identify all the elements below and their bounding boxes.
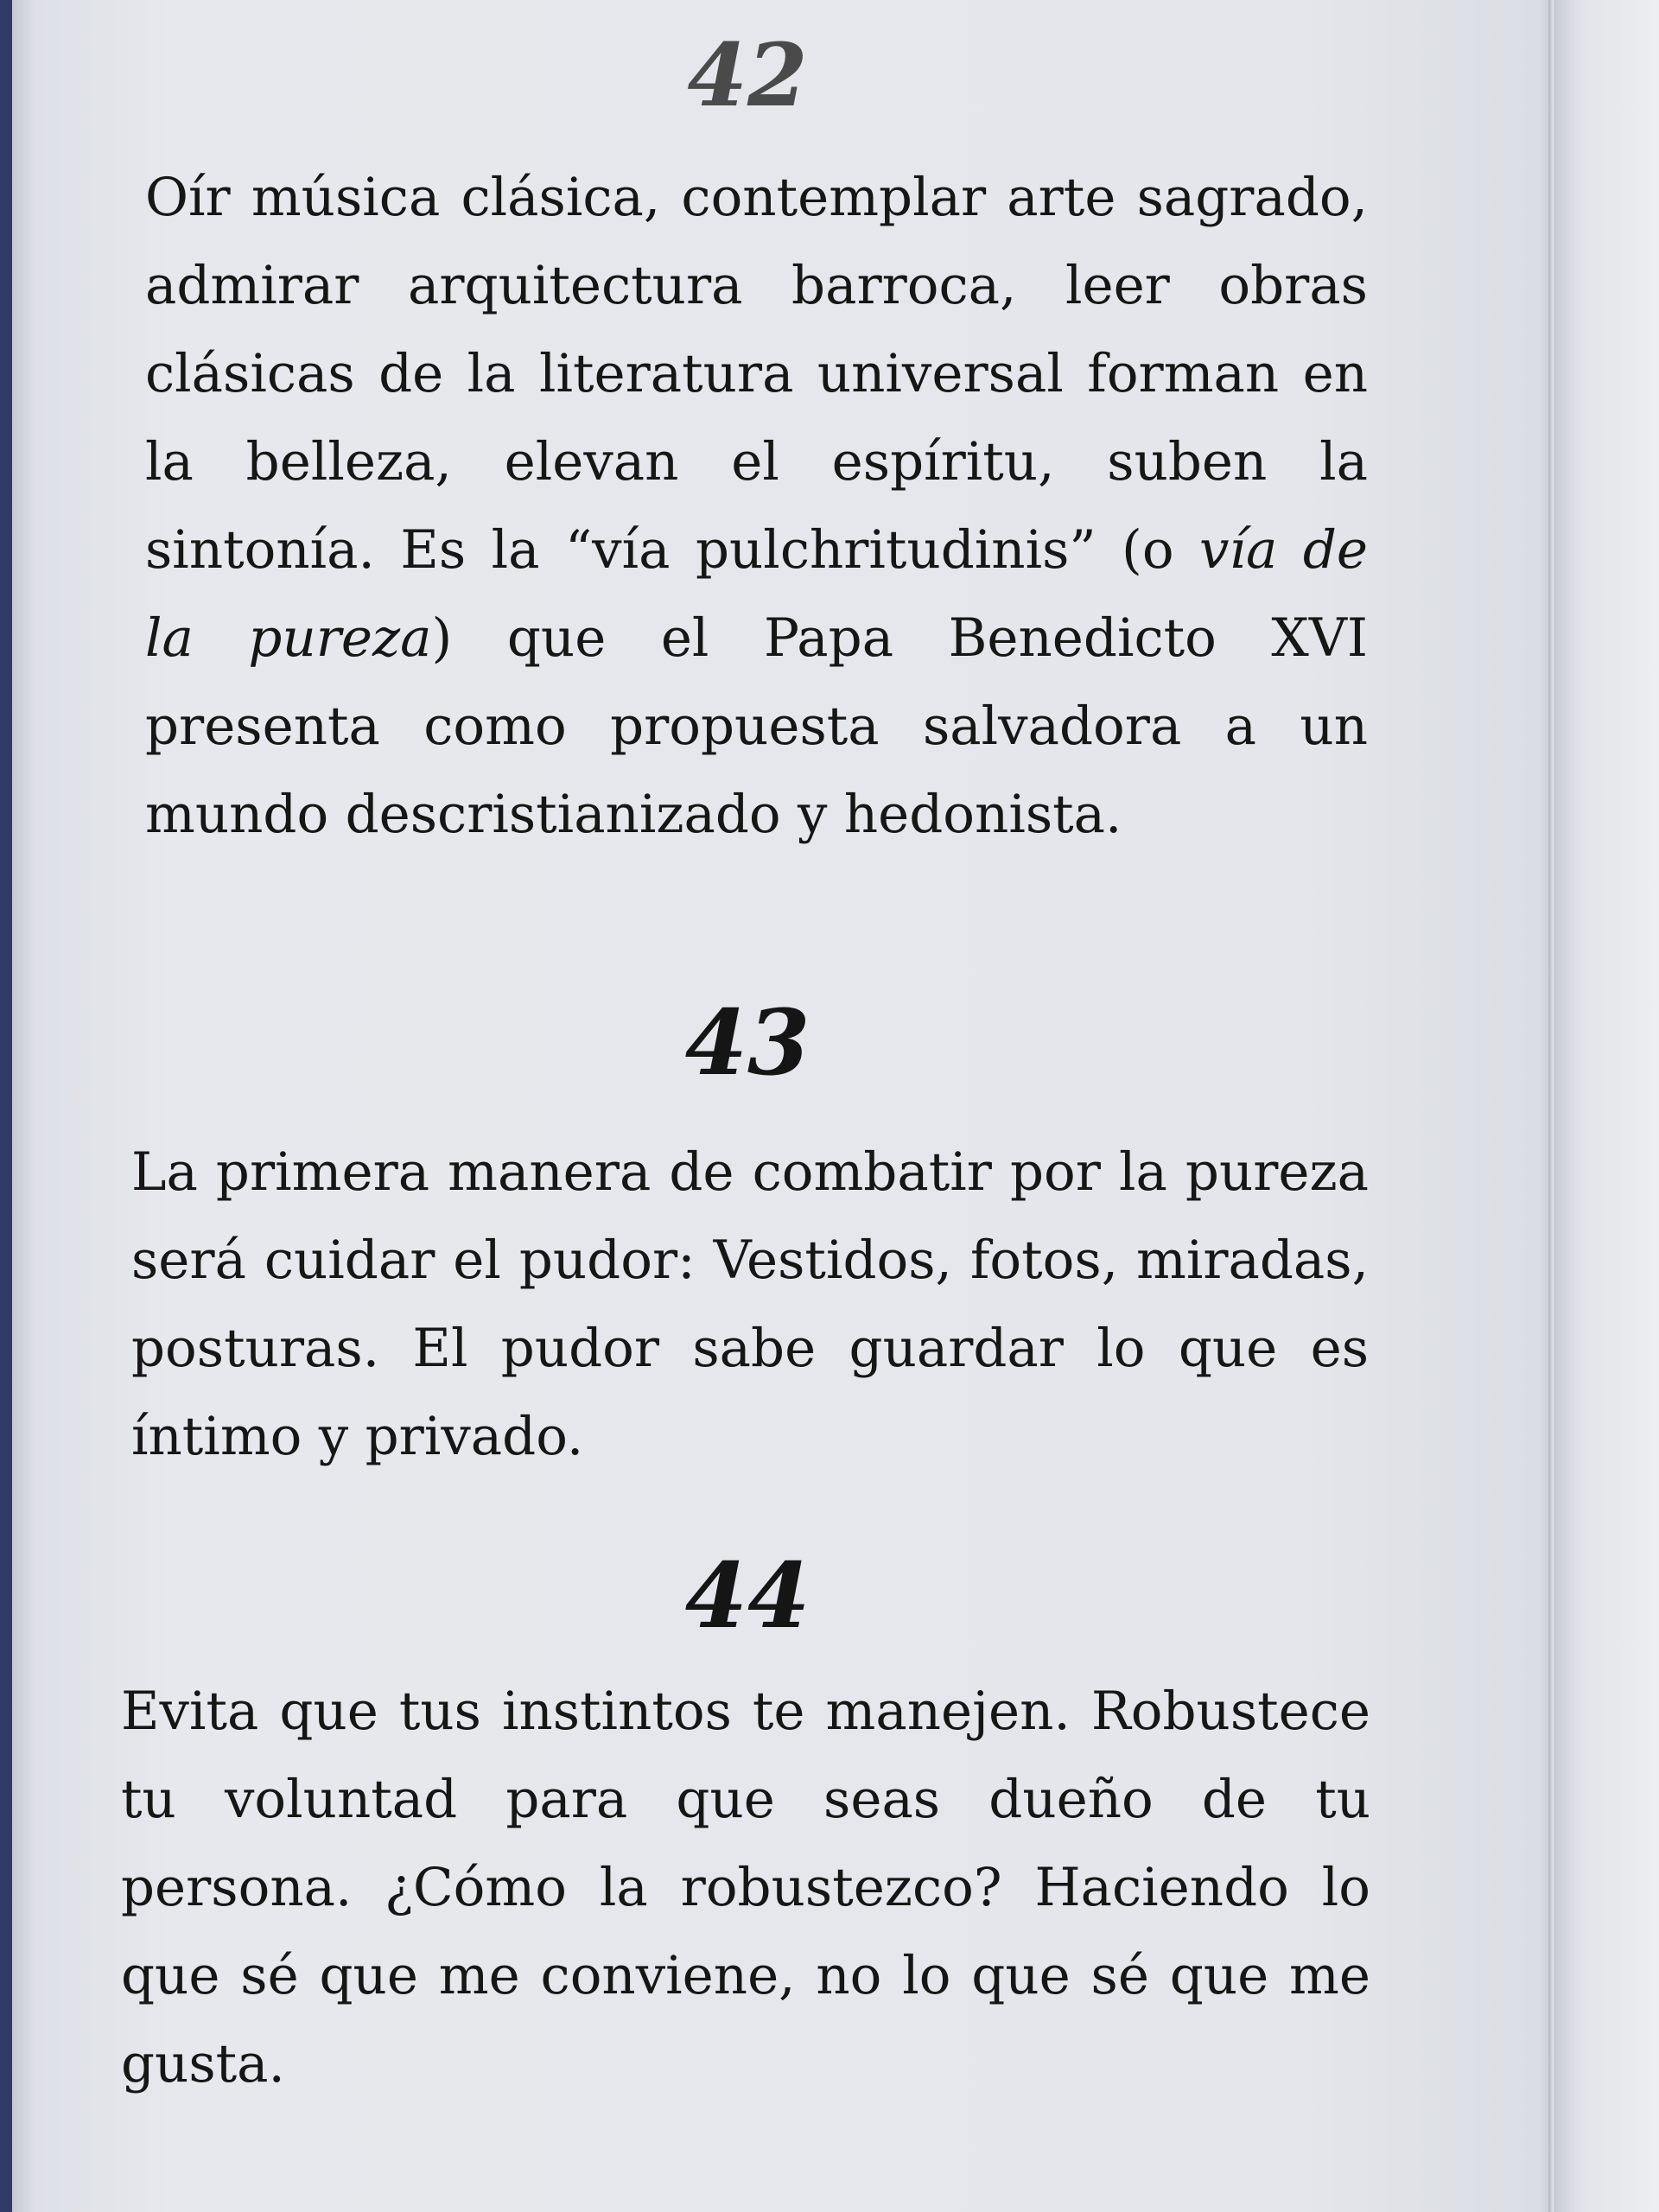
section-44-text: Evita que tus instintos te manejen. Robustece tu voluntad para que seas dueño de tu persona. ¿Cómo la robustezco? Haciendo lo que sé que me conviene, no lo que sé que me gusta.: [121, 1681, 1370, 2094]
section-42-text-part1: Oír música clásica, contemplar arte sagrado, admirar arquitectura barroca, leer obras clásicas de la literatura universal forman en la belleza, elevan el espíritu, suben la sintonía. Es la “vía pulchritudinis” (o: [145, 167, 1368, 581]
section-42-italic-phrase: vía de la pureza: [145, 519, 1368, 669]
section-number-43: 43: [684, 989, 810, 1096]
section-42-text-part2: ) que el Papa Benedicto XVI presenta como propuesta salvadora a un mundo descristianizado y hedonista.: [145, 607, 1368, 845]
section-42-text: [145, 154, 1368, 859]
book-cover-edge: [0, 0, 12, 2212]
section-number-44: 44: [684, 1542, 810, 1649]
section-43-text: La primera manera de combatir por la pureza será cuidar el pudor: Vestidos, fotos, miradas, posturas. El pudor sabe guardar lo que es íntimo y privado.: [131, 1141, 1369, 1467]
page-fold-line: [1548, 0, 1554, 2212]
section-number-42: 42: [687, 24, 808, 126]
